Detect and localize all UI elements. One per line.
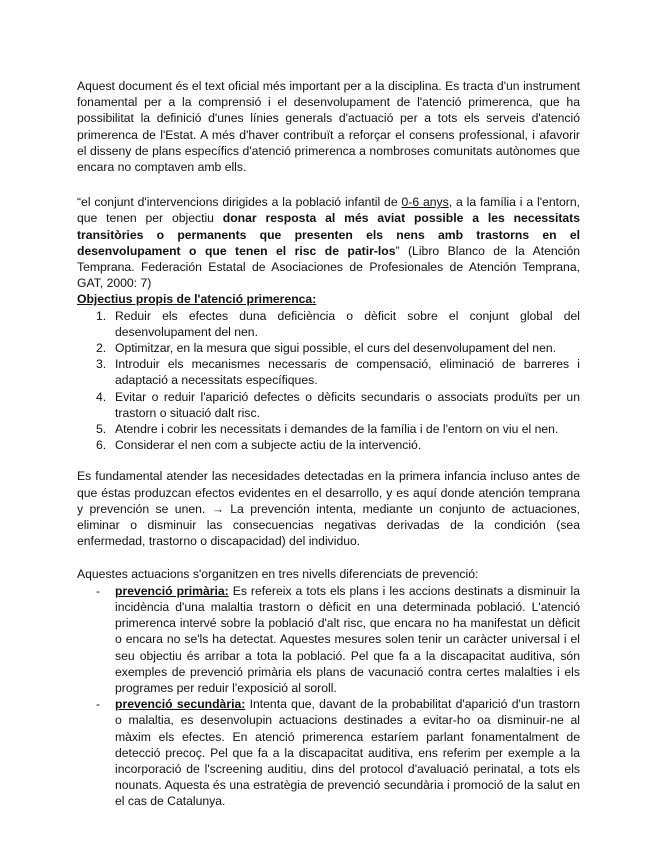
prevention-level-text: Intenta que, davant de la probabilitat d'aparició d'un trastorn o malaltia, es desenvolupin actuacions destinades a evitar-ho oa disminuir-ne al màxim els efectes. En atenció primerenca estaríem parlant fonamentalment de detecció precoç. Pel que fa a la discapacitat auditiva, ens referim per exemple a la incorporació de l'screening auditiu, dins del protocol d'avaluació perinatal, a tots els nounats. Aquesta és una estratègia de prevenció secundària i promoció de la salut en el cas de Catalunya. — [115, 697, 580, 809]
list-dash: - — [96, 583, 101, 598]
spanish-paragraph: Es fundamental atender las necesidades detectadas en la primera infancia incluso antes de que éstas produzcan efectos evidentes en el desarrollo, y es aquí donde atención temprana y prevención se unen. → La prevención intenta, mediante un conjunto de actuaciones, eliminar o disminuir las consecuencias negativas derivadas de la condición (sea enfermedad, trastorno o discapacidad) del individuo. — [77, 469, 580, 549]
objective-item — [77, 356, 580, 388]
objective-number: 3. — [96, 357, 107, 372]
objective-text: Optimitzar, en la mesura que sigui possible, el curs del desenvolupament del nen. — [115, 341, 557, 356]
objectives-heading: Objectius propis de l'atenció primerenca: — [77, 292, 317, 307]
objectives-list — [77, 308, 580, 454]
prevention-level-item — [77, 583, 580, 696]
objective-item — [77, 389, 580, 421]
objective-number: 6. — [96, 438, 107, 453]
list-dash: - — [96, 697, 101, 712]
quote-part3: ” (Libro Blanco de la Atención Temprana. Federación Estatal de Asociaciones de Profesionales de Atención Temprana, GAT, 2000: 7) — [77, 243, 580, 291]
objective-item — [77, 340, 580, 356]
quote-part2: , a la família i a l'entorn, que tenen per objectiu — [77, 195, 581, 226]
objective-item — [77, 421, 580, 437]
objective-text: Considerar el nen com a subjecte actiu de la intervenció. — [115, 438, 422, 453]
quote-bold: donar resposta al més aviat possible a les necessitats transitòries o permanents que presenten els nens amb trastorns en el desenvolupament o que tenen el risc de patir-los — [77, 211, 581, 258]
objective-number: 5. — [96, 422, 107, 437]
objective-text: Reduir els efectes duna deficiència o dèficit sobre el conjunt global del desenvolupament del nen. — [115, 308, 580, 339]
age-range-link[interactable]: 0-6 anys — [401, 195, 449, 210]
prevention-levels-list — [77, 583, 580, 810]
objective-number: 1. — [96, 308, 107, 323]
objective-text: Evitar o reduir l'aparició defectes o dèficits secundaris o associats produïts per un trastorn o situació dalt risc. — [115, 389, 580, 420]
objective-item — [77, 308, 580, 340]
objective-text: Introduir els mecanismes necessaris de compensació, eliminació de barreres i adaptació a necessitats específiques. — [115, 357, 580, 388]
objective-text: Atendre i cobrir les necessitats i demandes de la família i de l'entorn on viu el nen. — [115, 422, 559, 437]
objective-number: 4. — [96, 389, 107, 404]
objective-item — [77, 437, 580, 453]
definition-quote — [77, 194, 580, 291]
quote-part1: “el conjunt d'intervencions dirigides a la població infantil de — [77, 195, 402, 210]
objective-number: 2. — [96, 341, 107, 356]
prevention-level-term: prevenció primària: — [115, 583, 229, 598]
prevention-level-item — [77, 696, 580, 809]
prevention-level-term: prevenció secundària: — [115, 697, 246, 712]
intro-paragraph: Aquest document és el text oficial més important per a la disciplina. Es tracta d'un instrument fonamental per a la comprensió i el desenvolupament de l'atenció primerenca, que ha possibilitat la definició d'unes línies generals d'actuació per a tots els serveis d'atenció primerenca de l'Estat. A més d'haver contribuït a reforçar el consens professional, i afavorir el disseny de plans específics d'atenció primerenca a nombroses comunitats autònomes que encara no comptaven amb ells. — [77, 79, 580, 175]
document-page — [77, 78, 580, 810]
prevention-level-text: Es refereix a tots els plans i les accions destinats a disminuir la incidència d'una malaltia trastorn o dèficit en una determinada població. L'atenció primerenca intervé sobre la població d'alt risc, que encara no ha manifestat un dèficit o encara no se'ls ha detectat. Aquestes mesures solen tenir un caràcter universal i el seu objectiu és arribar a tota la població. Pel que fa a la discapacitat auditiva, són exemples de prevenció primària els plans de vacunació contra certes malalties i els programes per reduir l'exposició al soroll. — [115, 583, 580, 695]
levels-intro: Aquestes actuacions s'organitzen en tres nivells diferenciats de prevenció: — [77, 567, 479, 582]
